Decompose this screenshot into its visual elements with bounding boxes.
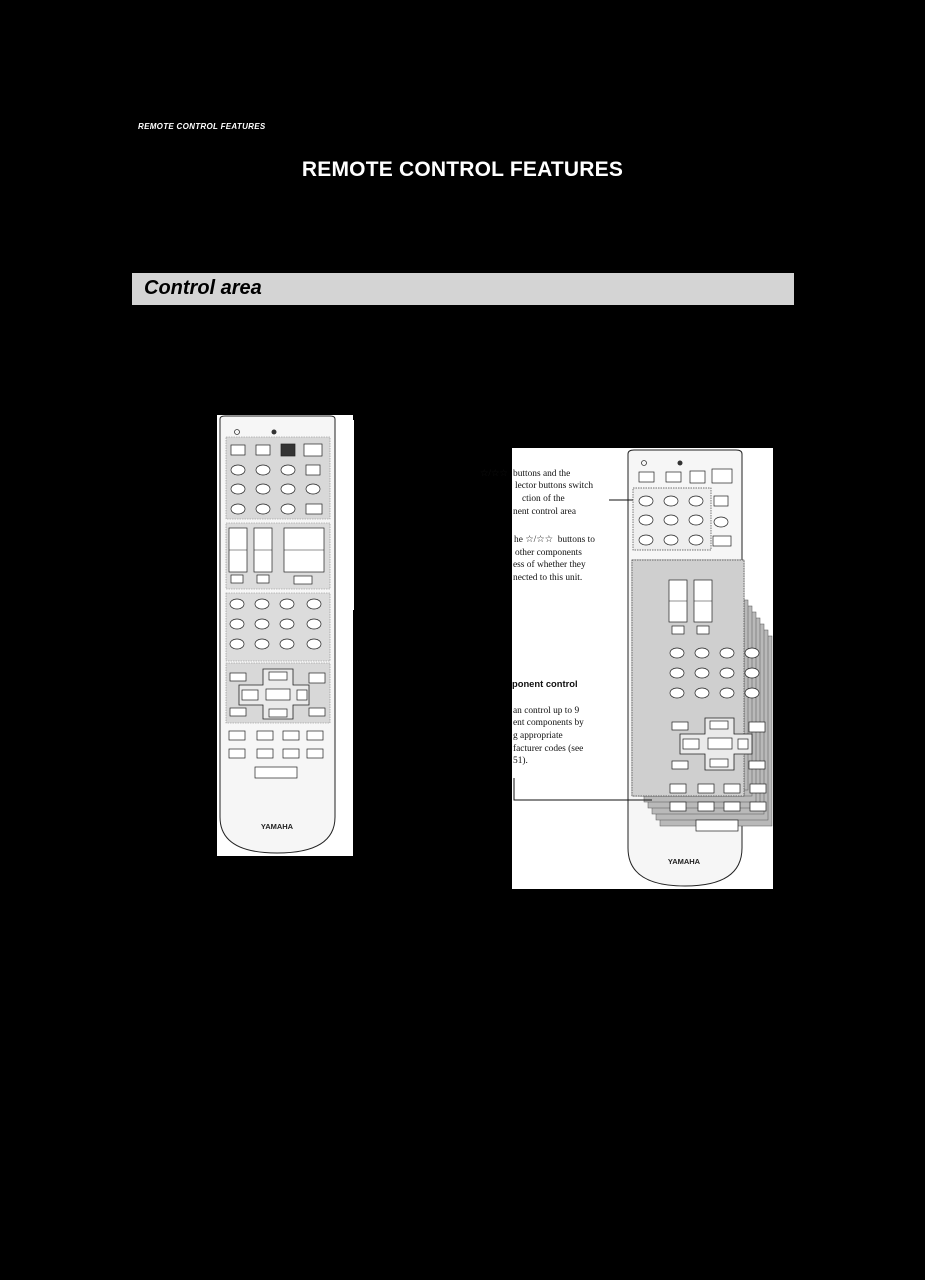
callout-top-stars: ☆/☆☆: [480, 469, 508, 479]
section-header-bar: [132, 273, 794, 305]
callout-top-line: ction of the: [522, 494, 565, 504]
callout-top-line: nent control area: [513, 507, 576, 517]
callout-top-line: lector buttons switch: [515, 481, 594, 491]
callout-bottom-line: facturer codes (see: [513, 744, 584, 754]
remote-left-brand: YAMAHA: [260, 822, 294, 831]
remote-illustration-left: [217, 415, 353, 856]
leader-line: [353, 420, 354, 610]
page-title: REMOTE CONTROL FEATURES: [301, 158, 624, 181]
leader-line: [340, 603, 354, 604]
callout-top-line: buttons and the: [513, 469, 571, 479]
running-head: REMOTE CONTROL FEATURES: [138, 122, 266, 131]
section-title: Control area: [144, 277, 262, 299]
leader-line: [340, 556, 354, 557]
callout-bottom-line: 51).: [513, 756, 528, 766]
remote-illustration-right-panel: [480, 448, 773, 889]
callout-bottom-line: g appropriate: [513, 731, 563, 741]
callout-top-line: other components: [515, 548, 582, 558]
remote-left-drawing: [217, 415, 353, 856]
remote-right-brand: YAMAHA: [667, 857, 701, 866]
callout-top-line: ess of whether they: [513, 560, 586, 570]
callout-bottom-line: ent components by: [513, 718, 584, 728]
callout-bottom-line: an control up to 9: [513, 706, 580, 716]
callout-top-line: nected to this unit.: [513, 573, 583, 583]
callout-bottom-heading: ponent control: [512, 678, 578, 689]
callout-top-line: he ☆/☆☆ buttons to: [514, 535, 595, 545]
leader-line: [340, 476, 354, 477]
